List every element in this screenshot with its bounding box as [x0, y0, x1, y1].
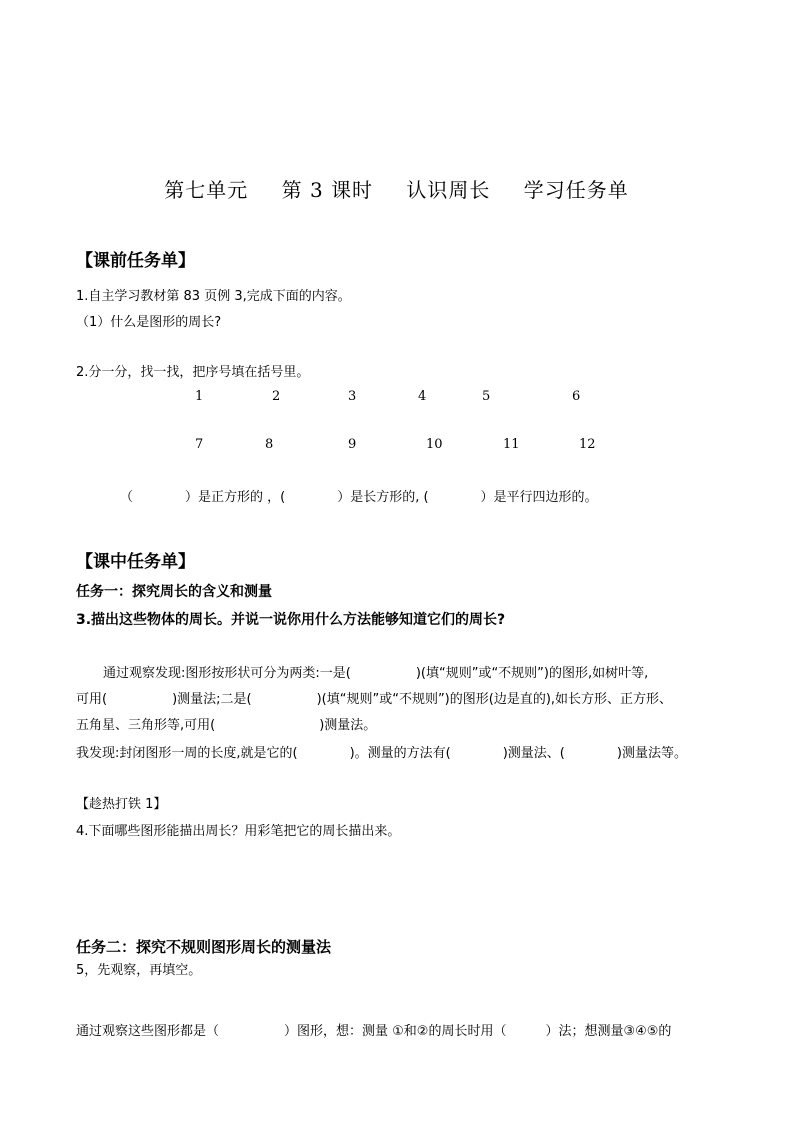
shape-number: 12	[579, 437, 596, 452]
observation-line-4: 我发现:封闭图形一周的长度,就是它的( )。测量的方法有( )测量法、( )测量法等。	[76, 746, 687, 761]
shape-number: 2	[272, 389, 281, 404]
question-3: 3.描出这些物体的周长。并说一说你用什么方法能够知道它们的周长?	[76, 612, 506, 628]
title-unit: 第七单元	[164, 178, 249, 202]
title-lesson: 第 3 课时	[281, 178, 374, 202]
question-5-fill: 通过观察这些图形都是（ ）图形，想：测量 ①和②的周长时用（ ）法；想测量③④⑤的	[76, 1024, 672, 1039]
title-sheet: 学习任务单	[523, 178, 629, 202]
observation-line-1: 通过观察发现:图形按形状可分为两类:一是( )(填“规则”或“不规则”)的图形,如树叶等,	[103, 666, 649, 681]
observation-line-3: 五角星、三角形等,可用( )测量法。	[76, 718, 377, 733]
task-2-heading: 任务二：探究不规则图形周长的测量法	[76, 938, 332, 956]
practice-heading: 【趁热打铁 1】	[76, 797, 167, 812]
pre-class-heading: 【课前任务单】	[76, 251, 195, 271]
page-title	[0, 174, 793, 203]
title-topic: 认识周长	[406, 178, 491, 202]
question-4: 4.下面哪些图形能描出周长？用彩笔把它的周长描出来。	[76, 824, 401, 839]
shape-number: 5	[482, 389, 491, 404]
in-class-heading: 【课中任务单】	[76, 552, 195, 572]
question-1: 1.自主学习教材第 83 页例 3,完成下面的内容。	[76, 289, 351, 304]
observation-line-2: 可用( )测量法;二是( )(填“规则”或“不规则”)的图形(边是直的),如长方形、正方形、	[76, 692, 673, 707]
question-2-fill: （ ）是正方形的 ，( ）是长方形的, ( ）是平行四边形的。	[120, 490, 598, 505]
shape-number: 6	[572, 389, 581, 404]
shape-number: 3	[348, 389, 357, 404]
shape-number: 10	[426, 437, 443, 452]
question-1-sub: （1）什么是图形的周长?	[76, 315, 222, 330]
shape-number: 11	[503, 437, 520, 452]
question-2: 2.分一分，找一找，把序号填在括号里。	[76, 365, 310, 380]
question-5: 5，先观察，再填空。	[76, 963, 202, 978]
shape-number: 8	[265, 437, 274, 452]
shape-number: 7	[195, 437, 204, 452]
shape-number: 1	[195, 389, 204, 404]
shape-number: 9	[348, 437, 357, 452]
task-1-heading: 任务一：探究周长的含义和测量	[76, 584, 272, 600]
shape-number: 4	[418, 389, 427, 404]
